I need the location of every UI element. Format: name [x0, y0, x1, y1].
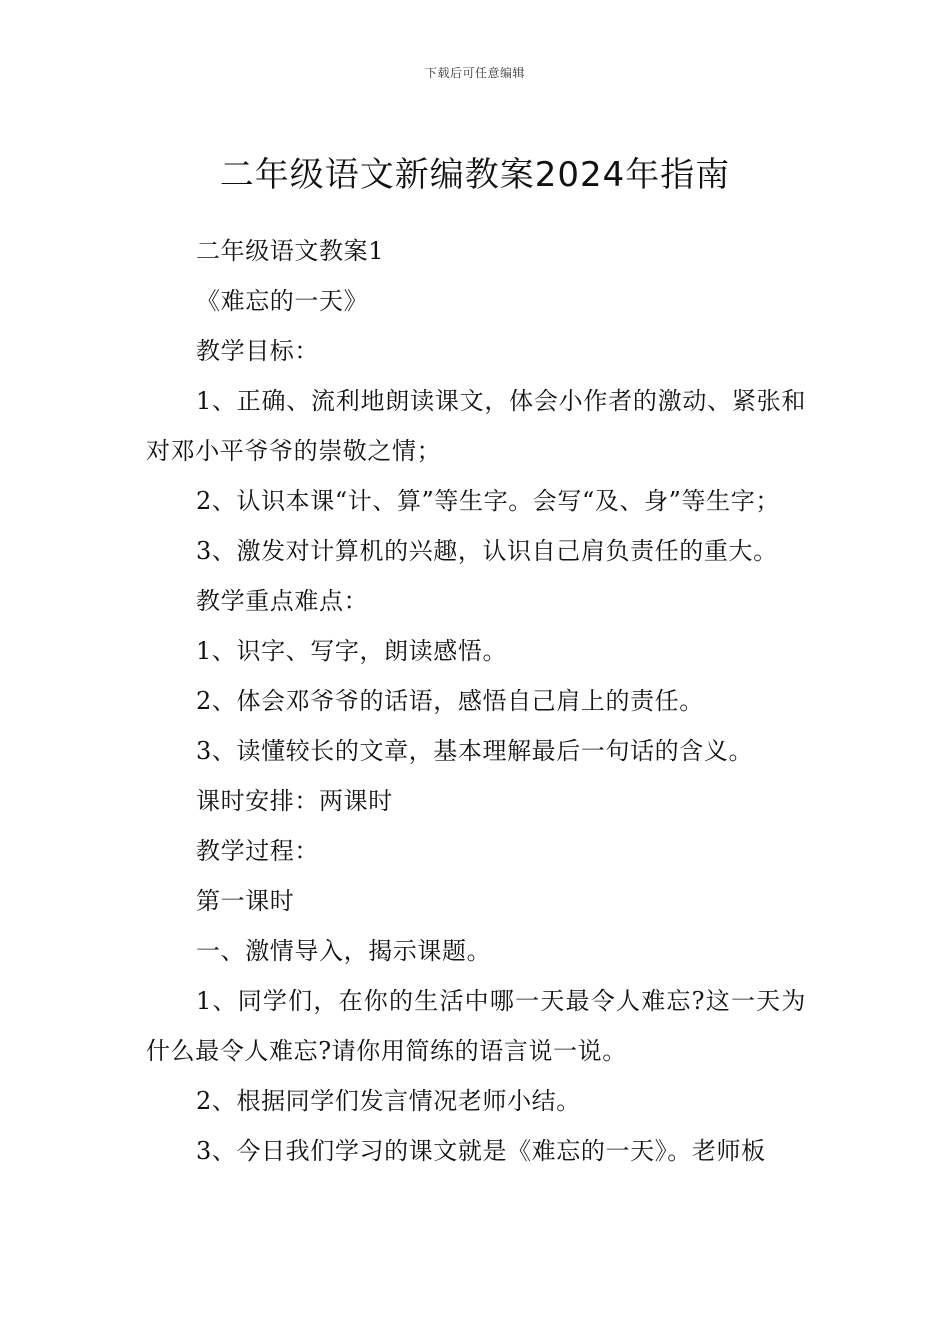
paragraph-step-one-1: 1、同学们，在你的生活中哪一天最令人难忘?这一天为什么最令人难忘?请你用简练的语言说一说。 [146, 987, 806, 1065]
paragraph-lesson-heading: 二年级语文教案1 [196, 237, 385, 265]
header-note: 下载后可任意编辑 [424, 66, 525, 80]
paragraph-schedule: 课时安排：两课时 [196, 787, 393, 815]
paragraph-keypoints-heading: 教学重点难点： [196, 587, 369, 615]
paragraph-keypoint-2: 2、体会邓爷爷的话语，感悟自己肩上的责任。 [196, 687, 704, 715]
document-body [146, 226, 806, 1176]
paragraph-step-one: 一、激情导入，揭示课题。 [196, 937, 492, 965]
paragraph-objective-2: 2、认识本课“计、算”等生字。会写“及、身”等生字； [196, 487, 780, 515]
document-title: 二年级语文新编教案2024年指南 [219, 154, 731, 195]
paragraph-process-heading: 教学过程： [196, 837, 319, 865]
paragraph-step-one-2: 2、根据同学们发言情况老师小结。 [196, 1087, 581, 1115]
paragraph-objective-3: 3、激发对计算机的兴趣，认识自己肩负责任的重大。 [196, 537, 778, 565]
paragraph-keypoint-3: 3、读懂较长的文章，基本理解最后一句话的含义。 [196, 737, 754, 765]
paragraph-step-one-3: 3、今日我们学习的课文就是《难忘的一天》。老师板 [196, 1137, 766, 1165]
paragraph-first-lesson: 第一课时 [196, 887, 295, 915]
paragraph-objectives-heading: 教学目标： [196, 337, 319, 365]
paragraph-keypoint-1: 1、识字、写字，朗读感悟。 [196, 637, 508, 665]
paragraph-objective-1: 1、正确、流利地朗读课文，体会小作者的激动、紧张和对邓小平爷爷的崇敬之情； [146, 387, 806, 465]
paragraph-lesson-title: 《难忘的一天》 [196, 287, 369, 315]
